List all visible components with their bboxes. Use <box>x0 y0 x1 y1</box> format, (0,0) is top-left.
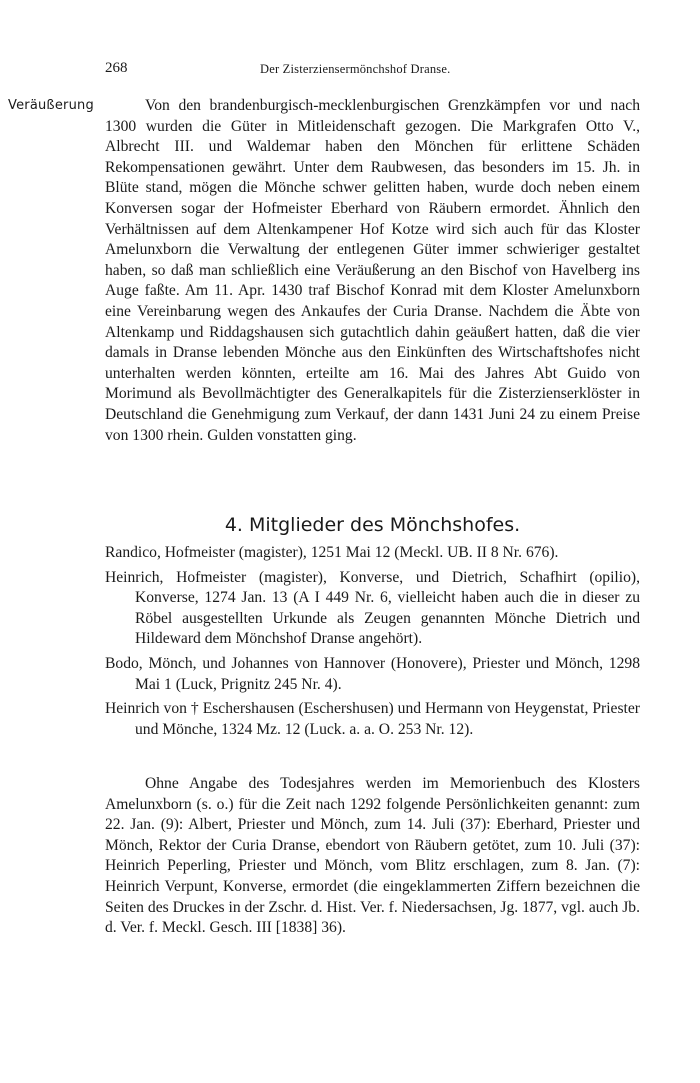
member-entry-heinrich-dietrich: Heinrich, Hofmeister (magister), Konverse, und Dietrich, Schafhirt (opilio), Konverse, 1274 Jan. 13 (A I 449 Nr. 6, vielleicht haben auch die in dieser zu Röbel ausgestellten Urkunde als Zeugen genannten Mönche Dietrich und Hildeward dem Mönchshof Dranse angehört). <box>105 568 640 648</box>
running-title: Der Zisterziensermönchshof Dranse. <box>260 62 451 76</box>
page-header <box>105 60 640 80</box>
paragraph-sale: Von den brandenburgisch-mecklenburgischen Grenzkämpfen vor und nach 1300 wurden die Güter in Mitleidenschaft gezogen. Die Markgrafen Otto V., Albrecht III. und Waldemar haben den Mönchen für erlittene Schäden Rekompensationen gewährt. Unter dem Raubwesen, das besonders im 15. Jh. in Blüte stand, mögen die Mönche schwer gelitten haben, wurde doch neben einem Konversen sogar der Hofmeister Eberhard von Räubern ermordet. Ähnlich den Verhältnissen auf dem Altenkampener Hof Kotze wird sich auch für das Kloster Amelunxborn die Verwaltung der entlegenen Güter immer schwieriger gestaltet haben, so daß man schließlich eine Veräußerung an den Bischof von Havelberg ins Auge faßte. Am 11. Apr. 1430 traf Bischof Konrad mit dem Kloster Amelunxborn eine Vereinbarung wegen des Ankaufes der Curia Dranse. Nachdem die Äbte von Altenkamp und Riddagshausen sich gutachtlich dahin geäußert hatten, daß die vier damals in Dranse lebenden Mönche aus den Einkünften des Wirtschaftshofes nicht unterhalten werden könnten, erteilte am 16. Mai des Jahres Abt Guido von Morimund als Bevollmächtigter des Generalkapitels für die Zisterzienserklöster in Deutschland die Genehmigung zum Verkauf, der dann 1431 Juni 24 zu einem Preise von 1300 rhein. Gulden vonstatten ging. <box>105 97 640 444</box>
section-heading: 4. Mitglieder des Mönchshofes. <box>224 514 521 536</box>
page-number: 268 <box>105 60 128 76</box>
margin-note: Veräußerung <box>8 98 94 113</box>
member-entry-randico: Randico, Hofmeister (magister), 1251 Mai 12 (Meckl. UB. II 8 Nr. 676). <box>105 544 559 561</box>
paragraph-memorial-book: Ohne Angabe des Todesjahres werden im Memorienbuch des Klosters Amelunxborn (s. o.) für die Zeit nach 1292 folgende Persönlichkeiten genannt: zum 22. Jan. (9): Albert, Priester und Mönch, zum 14. Juli (37): Eberhard, Priester und Mönch, Rektor der Curia Dranse, ebendort von Räubern getötet, zum 10. Juli (37): Heinrich Peperling, Priester und Mönch, vom Blitz erschlagen, zum 8. Jan. (7): Heinrich Verpunt, Konverse, ermordet (die eingeklammerten Ziffern bezeichnen die Seiten des Druckes in der Zschr. d. Hist. Ver. f. Niedersachsen, Jg. 1877, vgl. auch Jb. d. Ver. f. Meckl. Gesch. III [1838] 36). <box>105 775 640 937</box>
member-entry-heinrich-hermann: Heinrich von † Eschershausen (Eschershusen) und Hermann von Heygenstat, Priester und Mönche, 1324 Mz. 12 (Luck. a. a. O. 253 Nr. 12). <box>105 700 640 738</box>
member-entry-bodo-johannes: Bodo, Mönch, und Johannes von Hannover (Honovere), Priester und Mönch, 1298 Mai 1 (Luck, Prignitz 245 Nr. 4). <box>105 654 640 693</box>
member-entries <box>105 543 640 740</box>
